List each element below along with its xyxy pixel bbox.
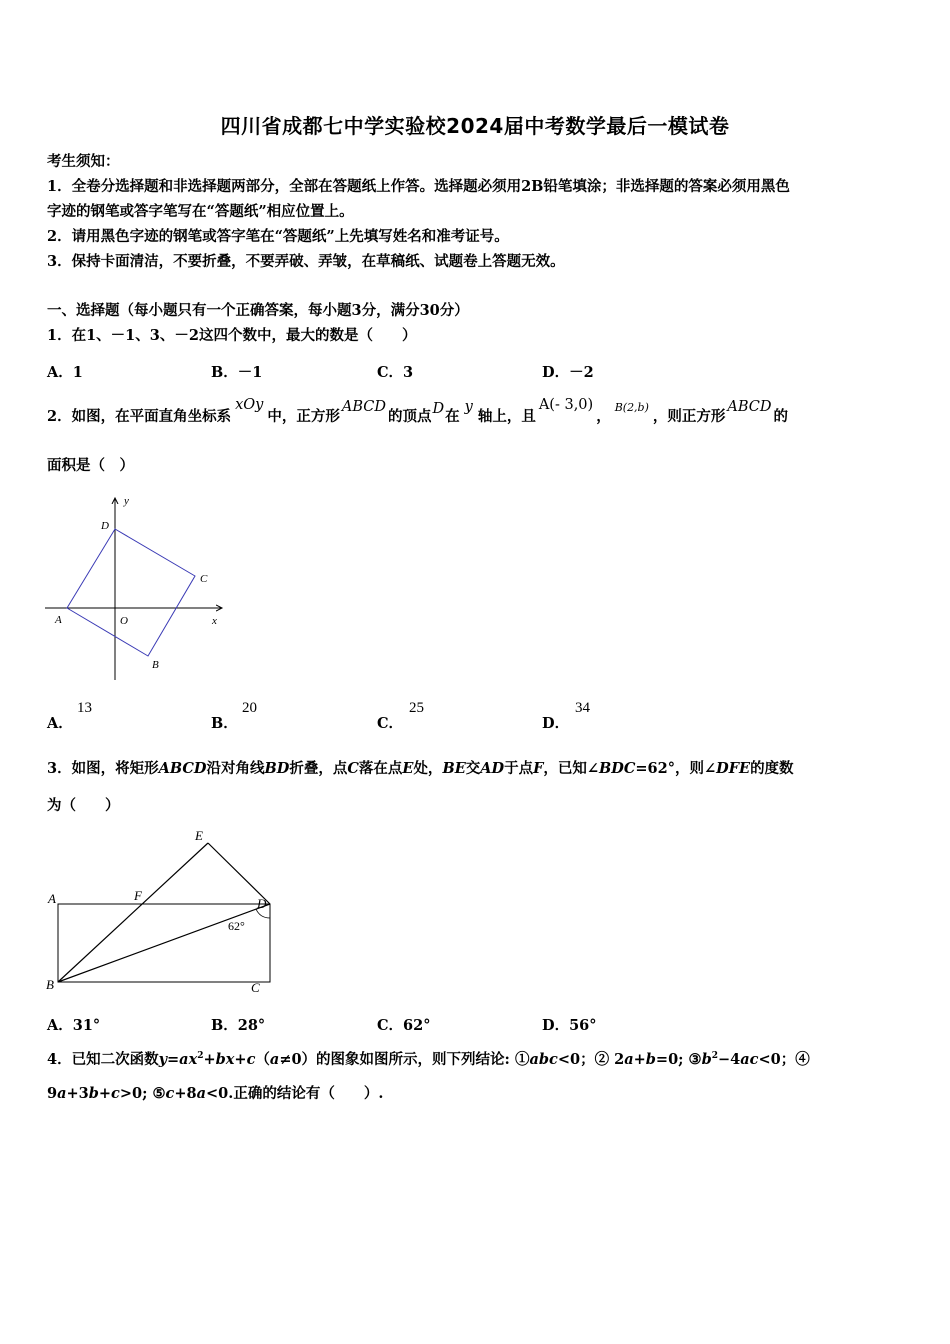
q4-l2-6: <0.正确的结论有（ ）. — [206, 1085, 384, 1102]
q4-b2: b — [701, 1050, 712, 1068]
label-d: D — [257, 896, 267, 911]
q3-f: F — [533, 760, 544, 777]
q4-l2-b: b — [88, 1085, 99, 1102]
q2-option-d-value: 34 — [575, 700, 590, 716]
label-b: B — [152, 659, 159, 671]
q1-stem: 1．在1、－1、3、－2这四个数中，最大的数是（ ） — [47, 327, 417, 344]
q3-option-c: C．62° — [377, 1017, 431, 1034]
q1-option-b: B．－1 — [211, 364, 263, 381]
q3-text-10: 的度数 — [750, 760, 794, 777]
q2-option-a-value: 13 — [77, 700, 92, 716]
label-y: y — [124, 495, 129, 507]
q4-square-2: 2 — [711, 1051, 718, 1061]
label-c: C — [251, 980, 260, 995]
q3-figure — [40, 826, 280, 998]
q4-text-6: =0; ③ — [655, 1050, 702, 1068]
q2-text-3: 的顶点 — [387, 408, 432, 425]
q2-text-1: 2．如图，在平面直角坐标系 — [47, 408, 232, 425]
q3-text-4: 落在点 — [358, 760, 403, 777]
segment-ed — [208, 843, 270, 904]
q3-option-d: D．56° — [542, 1017, 597, 1034]
q2-abcd-2: ABCD — [727, 399, 772, 415]
q2-figure — [40, 492, 230, 684]
q2-text-4: 在 — [445, 408, 460, 425]
q4-text-2: （ — [255, 1050, 270, 1068]
q2-text-6: ，则正方形 — [652, 408, 726, 425]
q1-option-c: C．3 — [377, 364, 414, 381]
q2-xoy: xOy — [235, 397, 264, 413]
q4-function-2: +bx+c — [203, 1050, 256, 1068]
square-abcd — [67, 529, 195, 656]
q3-c: C — [347, 760, 359, 777]
q3-text-3: 折叠，点 — [289, 760, 348, 777]
q4-l2-1: 9 — [47, 1085, 58, 1102]
q4-stem-line-2 — [47, 1084, 383, 1104]
q3-dfe: DFE — [716, 760, 751, 777]
q2-option-d-label: D． — [542, 715, 570, 732]
q2-stem — [47, 397, 789, 428]
q2-d: D — [432, 401, 445, 417]
q4-abc: abc — [529, 1050, 558, 1068]
q3-text-6: 交 — [465, 760, 481, 777]
q4-b: b — [645, 1050, 656, 1068]
label-a: A — [55, 614, 62, 626]
label-o: O — [120, 615, 128, 627]
page-title: 四川省成都七中学实验校2024届中考数学最后一模试卷 — [220, 114, 730, 138]
notice-line-3: 3．保持卡面清洁，不要折叠，不要弄破、弄皱，在草稿纸、试题卷上答题无效。 — [47, 253, 565, 270]
segment-be — [58, 843, 208, 982]
q3-option-a: A．31° — [47, 1017, 101, 1034]
q4-text-4: <0；② 2 — [557, 1050, 625, 1068]
q2-y: y — [464, 399, 473, 415]
q2-option-c-value: 25 — [409, 700, 424, 716]
label-e: E — [195, 828, 203, 843]
q4-ac: ac — [740, 1050, 759, 1068]
q4-text-7: −4 — [717, 1050, 741, 1068]
q3-bdc: BDC — [599, 760, 636, 777]
q4-text-8: <0；④ — [758, 1050, 810, 1068]
q3-text-1: 3．如图，将矩形 — [47, 760, 159, 777]
q3-text-8: ，已知∠ — [543, 760, 600, 777]
q2-stem-line-2: 面积是（ ） — [47, 457, 134, 474]
q2-comma: ， — [596, 408, 611, 425]
q2-text-7: 的 — [773, 408, 789, 425]
q2-text-2: 中，正方形 — [267, 408, 340, 425]
q4-text-5: + — [633, 1050, 646, 1068]
q1-option-a: A．1 — [47, 364, 83, 381]
label-a: A — [48, 891, 56, 906]
q3-e: E — [402, 760, 414, 777]
q4-l2-3: + — [98, 1085, 112, 1102]
q4-l2-5: +8 — [174, 1085, 197, 1102]
q3-text-2: 沿对角线 — [206, 760, 265, 777]
q3-text-5: 处， — [413, 760, 443, 777]
q4-l2-a2: a — [196, 1085, 207, 1102]
notice-line-1a: 1．全卷分选择题和非选择题两部分，全部在答题纸上作答。选择题必须用2B铅笔填涂；非选择题的答案必须用黑色 — [47, 178, 790, 195]
q4-l2-a: a — [57, 1085, 67, 1102]
q2-point-a: A(- 3,0) — [538, 397, 594, 413]
q2-option-b-label: B． — [211, 715, 238, 732]
notice-line-1b: 字迹的钢笔或答字笔写在“答题纸”相应位置上。 — [47, 203, 354, 220]
notice-heading: 考生须知： — [47, 153, 120, 170]
q3-text-7: 于点 — [504, 760, 534, 777]
q4-a: a — [624, 1050, 634, 1068]
label-d: D — [101, 520, 109, 532]
q2-option-c-label: C． — [377, 715, 404, 732]
label-c: C — [200, 573, 208, 585]
q3-ad: AD — [480, 760, 505, 777]
q4-l2-2: +3 — [66, 1085, 89, 1102]
q4-square: 2 — [197, 1051, 204, 1061]
diagonal-bd — [58, 904, 270, 982]
q2-text-5: 轴上，且 — [477, 408, 536, 425]
q3-option-b: B．28° — [211, 1017, 266, 1034]
q3-stem — [47, 759, 794, 779]
q4-stem — [47, 1046, 810, 1070]
q2-option-b-value: 20 — [242, 700, 257, 716]
label-f: F — [134, 888, 142, 903]
q3-be: BE — [442, 760, 466, 777]
notice-line-2: 2．请用黑色字迹的钢笔或答字笔在“答题纸”上先填写姓名和准考证号。 — [47, 228, 509, 245]
q3-text-9: =62°，则∠ — [635, 760, 717, 777]
label-x: x — [212, 615, 217, 627]
q1-option-d: D．－2 — [542, 364, 594, 381]
q3-stem-line-2: 为（ ） — [47, 797, 120, 814]
q3-bd: BD — [264, 760, 290, 777]
label-angle: 62° — [228, 919, 245, 933]
label-b: B — [46, 977, 54, 992]
q4-l2-c: c — [111, 1085, 120, 1102]
q4-condition: a — [269, 1050, 280, 1068]
q2-abcd-1: ABCD — [341, 399, 386, 415]
q4-l2-4: >0; ⑤ — [119, 1085, 166, 1102]
q4-l2-c2: c — [165, 1085, 175, 1102]
section-heading: 一、选择题（每小题只有一个正确答案，每小题3分，满分30分） — [47, 302, 469, 319]
q2-option-a-label: A． — [47, 715, 73, 732]
q4-text-3: ≠0）的图象如图所示，则下列结论: ① — [279, 1050, 530, 1068]
q4-function: y=ax — [158, 1050, 198, 1068]
q3-abcd: ABCD — [158, 760, 207, 777]
q4-text-1: 4．已知二次函数 — [47, 1050, 159, 1068]
q2-point-b: B(2,b) — [614, 401, 649, 414]
